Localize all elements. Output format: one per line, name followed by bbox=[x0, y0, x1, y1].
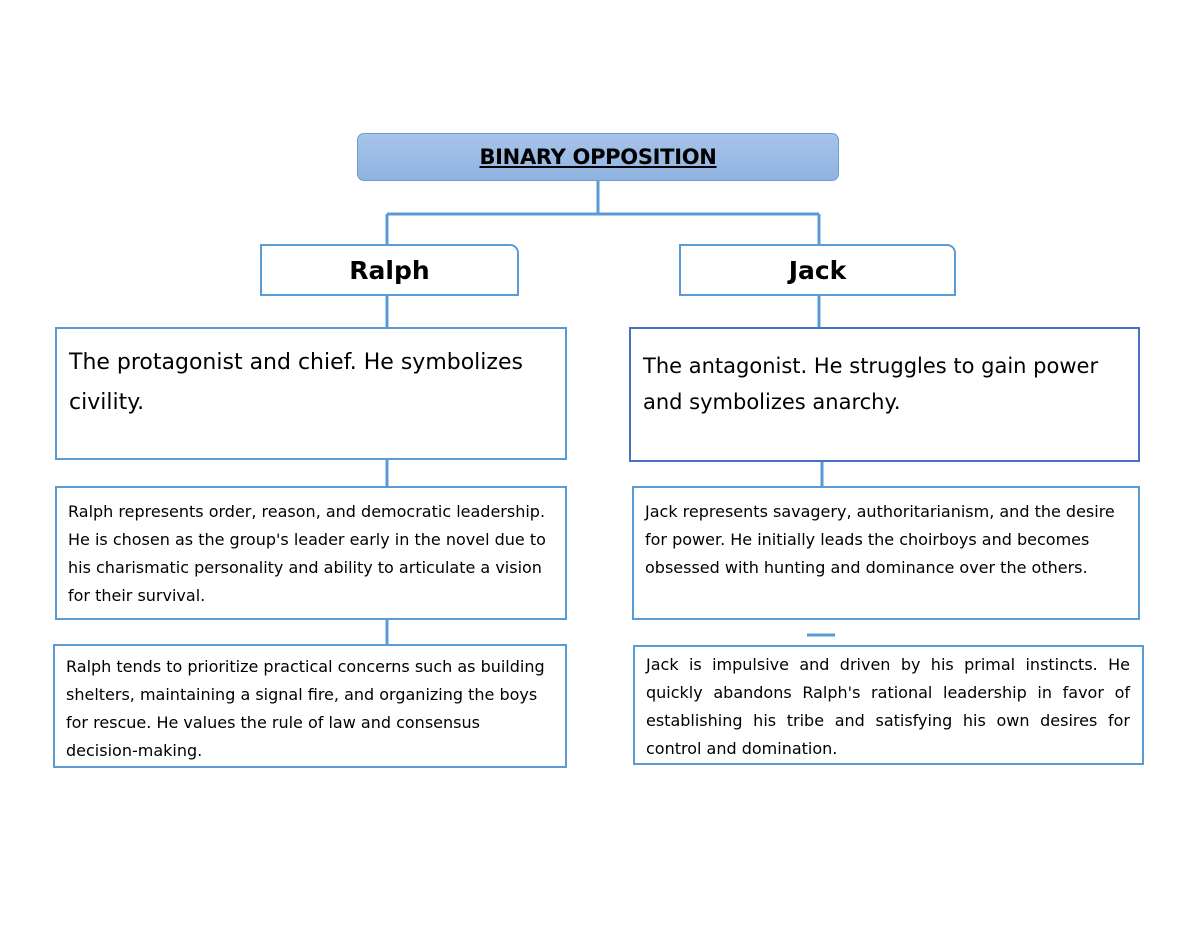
ralph-detail-box-2 bbox=[53, 644, 567, 768]
jack-detail-2: Jack is impulsive and driven by his primal instincts. He quickly abandons Ralph's rational leadership in favor of establishing his tribe and satisfying his own desires for control and domination. bbox=[646, 655, 1130, 758]
ralph-detail-2: Ralph tends to prioritize practical concerns such as building shelters, maintaining a signal fire, and organizing the boys for rescue. He values the rule of law and consensus decision-making. bbox=[66, 657, 545, 760]
jack-name-box bbox=[679, 244, 956, 296]
jack-description-box bbox=[629, 327, 1140, 462]
ralph-detail-box-1 bbox=[55, 486, 567, 620]
ralph-name: Ralph bbox=[349, 255, 430, 285]
jack-name: Jack bbox=[788, 255, 847, 285]
jack-detail-box-1 bbox=[632, 486, 1140, 620]
ralph-description-box bbox=[55, 327, 567, 460]
ralph-name-box bbox=[260, 244, 519, 296]
jack-detail-1: Jack represents savagery, authoritarianism, and the desire for power. He initially leads the choirboys and becomes obsessed with hunting and dominance over the others. bbox=[645, 502, 1115, 577]
jack-description: The antagonist. He struggles to gain power and symbolizes anarchy. bbox=[643, 354, 1099, 414]
ralph-description: The protagonist and chief. He symbolizes civility. bbox=[69, 350, 523, 415]
title-box bbox=[357, 133, 839, 181]
diagram-title: BINARY OPPOSITION bbox=[479, 145, 717, 169]
ralph-detail-1: Ralph represents order, reason, and democratic leadership. He is chosen as the group's leader early in the novel due to his charismatic personality and ability to articulate a vision for their survival. bbox=[68, 502, 546, 605]
jack-detail-box-2 bbox=[633, 645, 1144, 765]
